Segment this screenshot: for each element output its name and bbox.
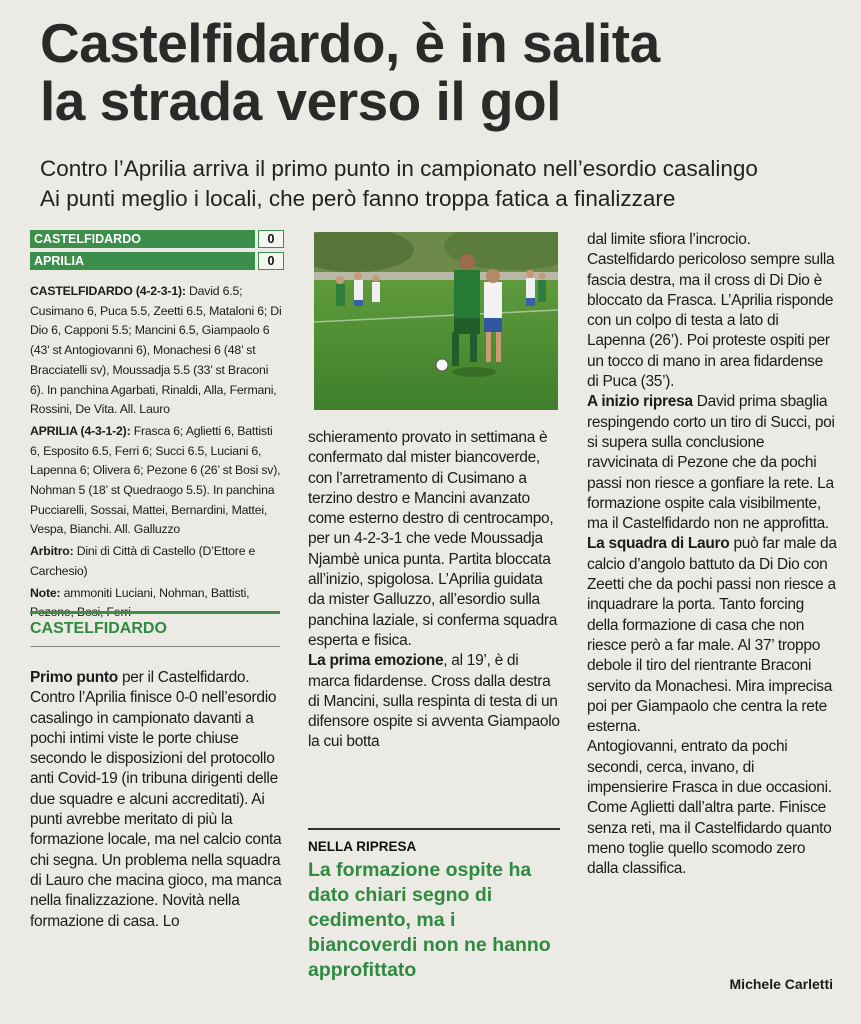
pull-quote-label: NELLA RIPRESA [308,839,417,854]
notes-text: ammoniti Luciani, Nohman, Battisti, [63,585,250,600]
paragraph: schieramento provato in settimana è confermato dal mister biancoverde, con l’arretramento di Cusimano a terzino destro e Mancini avanzato come esterno destro di centrocampo, per un 4-2-3-1 che vede Moussadja Njambè unica punta. Partita bloccata all’inizio, spigolosa. L’Aprilia guidata da mister Galluzzo, all’esordio sulla panchina laziale, si conferma squadra esperta e fisica. [308,429,558,649]
lineups-box [30,282,284,625]
lead-in: A inizio ripresa [587,393,693,411]
article-column-1 [30,668,282,932]
football-match-image [314,232,558,410]
paragraph-text: per il Castelfidardo. Contro l’Aprilia finisce 0-0 nell’esordio casalingo in campionato davanti a pochi intimi viste le porte chiuse secondo le disposizioni del protocollo anti Covid-19 (in tribuna dirigenti delle due squadre e alcuni accreditati). Ai punti avrebbe meritato di più la formazione locale, ma nel calcio conta chi segna. Un problema nella squadra di Lauro che macina gioco, ma manca nella finalizzazione. Novità nella formazione di casa. Lo [30,669,282,930]
section-divider [30,611,280,614]
section-underline [30,646,280,647]
referee [30,542,284,581]
lead-in: La prima emozione [308,652,444,670]
headline-line-2: la strada verso il gol [40,70,561,132]
subheadline [40,154,850,214]
paragraph [587,534,837,737]
score-row-home [30,230,284,248]
notes [30,584,284,623]
home-lineup [30,282,284,420]
paragraph [30,668,282,932]
away-lineup-label: APRILIA (4-3-1-2): [30,423,131,438]
paragraph [308,651,560,752]
subhead-line-1: Contro l’Aprilia arriva il primo punto in campionato nell’esordio casalingo [40,156,758,181]
paragraph [587,392,837,534]
scoreboard [30,230,284,274]
home-lineup-text: David 6.5; Cusimano 6, Puca 5.5, Zeetti 6.5, Mataloni 6; Di Dio 6, Capponi 5.5; Mancini 6.5, Giampaolo 6 (43’ st Antogiovanni 6), Monachesi 6 (48’ st Bracciatelli sv), Moussadja 5.5 (33’ st Braconi 6). In panchina Agarbati, Rinaldi, Alla, Fermani, Rossini, De Vita. All. Lauro [30,284,282,417]
referee-text: Dini di Città di Castello (D’Ettore e Carchesio) [30,544,256,578]
referee-label: Arbitro: [30,544,74,559]
home-lineup-label: CASTELFIDARDO (4-2-3-1): [30,284,186,298]
byline: Michele Carletti [729,976,833,992]
headline-line-1: Castelfidardo, è in salita [40,12,660,74]
section-label: CASTELFIDARDO [30,620,167,637]
notes-label: Note: [30,585,61,600]
subhead-line-2: Ai punti meglio i locali, che però fanno troppa fatica a finalizzare [40,186,676,211]
score-team: APRILIA [30,252,255,270]
article-column-2 [308,428,560,753]
paragraph-text: può far male da calcio d’angolo battuto da Di Dio con Zeetti che da pochi passi non riesce a inquadrare la porta. Tanto forcing della formazione di casa che non riesce però a far male. Al 37’ troppo debole il tiro del rientrante Braconi servito da Monachesi. Mira imprecisa poi per Giampaolo che centra la rete esterna. [587,535,837,736]
paragraph-text: , al 19’, è di marca fidardense. Cross dalla destra di Mancini, sulla respinta di testa di un difensore ospite si avventa Giampaolo la cui botta [308,652,560,751]
paragraph: dal limite sfiora l’incrocio. Castelfidardo pericoloso sempre sulla fascia destra, ma il cross di Di Dio è bloccato da Frasca. L’Aprilia risponde con un colpo di testa a lato di Lapenna (26’). Poi proteste ospiti per un tocco di mano in area fidardense di Puca (35’). [587,231,835,391]
lead-in: Primo punto [30,669,118,686]
paragraph: Antogiovanni, entrato da pochi secondi, cerca, invano, di impensierire Frasca in due occasioni. Come Aglietti dall’altra parte. Finisce senza reti, ma il Castelfidardo quanto meno toglie quello scomodo zero dalla classifica. [587,738,832,878]
pull-quote-rule [308,828,560,830]
score-row-away [30,252,284,270]
score-value: 0 [258,252,284,270]
score-team: CASTELFIDARDO [30,230,255,248]
article-column-3 [587,230,837,880]
match-photo [314,232,558,410]
pull-quote [308,828,560,983]
lead-in: La squadra di Lauro [587,535,730,553]
paragraph-text: David prima sbaglia respingendo corto un tiro di Succi, poi si supera sulla conclusione ravvicinata di Pezone che da pochi passi non riesce a gonfiare la rete. La formazione ospite cala visibilmente, ma il Castelfidardo non ne approfitta. [587,393,835,533]
score-value: 0 [258,230,284,248]
headline [40,14,840,130]
away-lineup-text: Frasca 6; Aglietti 6, Battisti 6, Esposito 6.5, Ferri 6; Succi 6.5, Luciani 6, Lapenna 6; Olivera 6; Pezone 6 (26’ st Bosi sv), Nohman 5 (18’ st Quedraogo 5.5). In panchina Pucciarelli, Sossai, Mattei, Bernardini, Mattei, Vespa, Bianchi. All. Galluzzo [30,423,281,537]
away-lineup [30,422,284,540]
pull-quote-text: La formazione ospite ha dato chiari segno di cedimento, ma i biancoverdi non ne hanno approfittato [308,859,551,981]
